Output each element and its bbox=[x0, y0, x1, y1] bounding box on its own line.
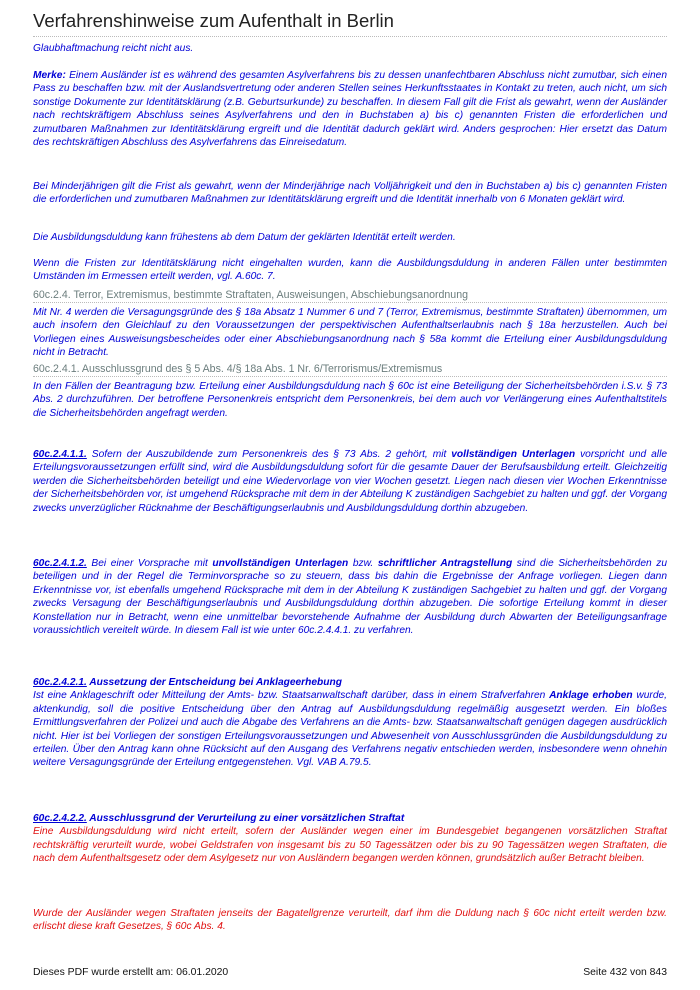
section-heading-60c-2-4: 60c.2.4. Terror, Extremismus, bestimmte Straftaten, Ausweisungen, Abschiebungsanordnung bbox=[33, 288, 667, 303]
paragraph-fristen: Wenn die Fristen zur Identitätsklärung nicht eingehalten wurden, kann die Ausbildungsduldung in anderen Fällen unter bestimmten Umständen im Ermessen erteilt werden, vgl. A.60c. 7. bbox=[33, 258, 667, 283]
paragraph-60c-2-4-1-1 bbox=[33, 448, 667, 515]
emphasis-vollstaendige-unterlagen: vollständigen Unterlagen bbox=[451, 449, 576, 460]
section-link-60c-2-4-2-2[interactable]: 60c.2.4.2.2. bbox=[33, 813, 87, 824]
paragraph-fruehestens: Die Ausbildungsduldung kann frühestens ab dem Datum der geklärten Identität erteilt werden. bbox=[33, 232, 456, 243]
paragraph-versagungsgruende: Mit Nr. 4 werden die Versagungsgründe des § 18a Absatz 1 Nummer 6 und 7 (Terror, Extremismus, bestimmte Straftaten) übernommen, um auch insofern den Gleichlauf zu den Voraussetzungen der perspektivischen Aufenthaltserlaubnis nach § 18a herzustellen. Auch bei Vorliegen eines Ausweisungsbescheides oder einer Abschiebungsanordnung nach § 58a kommt die Erteilung einer Ausbildungsduldung nicht in Betracht. bbox=[33, 307, 667, 359]
emphasis-schriftliche-antragstellung: schriftlicher Antragstellung bbox=[377, 558, 513, 569]
text-span: Ist eine Anklageschrift oder Mitteilung der Amts- bzw. Staatsanwaltschaft darüber, dass in einem Strafverfahren bbox=[33, 690, 550, 702]
page-title: Verfahrenshinweise zum Aufenthalt in Berlin bbox=[33, 10, 394, 31]
footer-page-number: Seite 432 von 843 bbox=[583, 967, 667, 978]
paragraph-60c-2-4-1-2 bbox=[33, 557, 667, 637]
emphasis-unvollstaendige-unterlagen: unvollständigen Unterlagen bbox=[212, 558, 349, 569]
paragraph-60c-2-4-2-2 bbox=[33, 812, 667, 866]
merke-text: Einem Ausländer ist es während des gesamten Asylverfahrens bis zu dessen unanfechtbaren Abschluss nicht zumutbar, sich einen Pass zu beschaffen bzw. mit der Auslandsvertretung oder anderen Stellen seines Herkunftsstaates in Kontakt zu treten, auch nicht, um sich sonstige Dokumente zur Identitätsklärung (z.B. Geburtsurkunde) zu beschaffen. In diesem Fall gilt die Frist als gewahrt, wenn der Ausländer nach rechtskräftigem Abschluss seines Asylverfahrens und den in Buchstaben a) bis c) genannten Fristen die erforderlichen und zumutbaren Maßnahmen zur Identitätsklärung ergreift und die Identität dadurch geklärt wird. Anders gesprochen: Hier ersetzt das Datum des rechtskräftigen Abschluss des Asylverfahrens das Einreisedatum. bbox=[33, 70, 667, 149]
text-span: vorspricht und alle Erteilungsvoraussetzungen erfüllt sind, wird die Ausbildungsduldung sofort für die gesamte Dauer der Berufsausbildung erteilt. Gleichzeitig werden die Sicherheitsbehörden beteiligt und eine Wiedervorlage von vier Wochen gesetzt. Liegen nach diesen vier Wochen Erkenntnisse der Sicherheitsbehörden vor, ist umgehend Rücksprache mit dem in der Abteilung K zuständigen Sachgebiet zu halten und ggf. der Vorgang zwecks unverzüglicher Rücknahme der Beschäftigungserlaubnis und Ausbildungsduldung dorthin abzugeben. bbox=[33, 449, 668, 514]
text-span: Bei einer Vorsprache mit bbox=[86, 558, 213, 569]
text-span: . bbox=[368, 757, 372, 769]
footer-created-date: Dieses PDF wurde erstellt am: 06.01.2020 bbox=[33, 967, 229, 978]
merke-label: Merke: bbox=[33, 70, 66, 81]
paragraph-minderjaehrige: Bei Minderjährigen gilt die Frist als gewahrt, wenn der Minderjährige nach Volljährigkeit und den in Buchstaben a) bis c) genannten Fristen die erforderlichen und zumutbaren Maßnahmen zur Identitätsklärung ergreift und die Identität innerhalb von 6 Monaten geklärt wird. bbox=[33, 181, 667, 206]
text-span: sind die Sicherheitsbehörden zu beteiligen und in der Regel die Terminvorsprache so zu steuern, dass bis dahin die Ergebnisse der Anfrage vorliegen. Liegen dann Erkenntnisse vor, ist ebenfalls umgehend Rücksprache mit dem in der Abteilung K zuständigen Sachgebiet zu halten und ggf. der Vorgang zwecks Versagung der Beschäftigungserlaubnis und Ausbildungsduldung dorthin abzugeben. Die sofortige Erteilung kommt in dieser Konstellation nur in Betracht, wenn eine unmittelbar bevorstehende Aufnahme der Ausbildung durch Abwarten der Beteiligungsanfrage voraussichtlich vereitelt würde. In diesem Fall ist wie unter 60c.2.4.4.1. zu verfahren. bbox=[33, 558, 667, 637]
text-verurteilung: Eine Ausbildungsduldung wird nicht erteilt, sofern der Ausländer wegen einer im Bundesgebiet begangenen vorsätzlichen Straftat rechtskräftig verurteilt wurde, wobei Geldstrafen von insgesamt bis zu 50 Tagessätzen oder bis zu 90 Tagessätzen wegen Straftaten, die nach dem Aufenthaltsgesetz oder dem Asylgesetz nur von Ausländern begangen werden können, grundsätzlich außer Betracht bleiben. bbox=[33, 826, 667, 865]
text-span: Sofern der Auszubildende zum Personenkreis des § 73 Abs. 2 gehört, mit bbox=[86, 449, 452, 460]
reference-vab[interactable]: A.79.5 bbox=[339, 757, 369, 769]
paragraph-sicherheitsbehoerden: In den Fällen der Beantragung bzw. Erteilung einer Ausbildungsduldung nach § 60c ist eine Beteiligung der Sicherheitsbehörden i.S.v. § 73 Abs. 2 durchzuführen. Der betroffene Personenkreis entspricht dem Personenkreis, bei dem auch vor Verlängerung eines Aufenthaltstitels die Sicherheitsbehörden angefragt werden. bbox=[33, 381, 667, 419]
section-link-60c-2-4-1-1[interactable]: 60c.2.4.1.1. bbox=[33, 449, 87, 460]
emphasis-anklage-erhoben: Anklage erhoben bbox=[549, 690, 633, 702]
paragraph-bagatellgrenze: Wurde der Ausländer wegen Straftaten jenseits der Bagatellgrenze verurteilt, darf ihm die Duldung nach § 60c nicht erteilt werden bzw. erlischt diese kraft Gesetzes, § 60c Abs. 4. bbox=[33, 908, 667, 933]
title-divider bbox=[33, 36, 667, 37]
section-title-anklageerhebung: Aussetzung der Entscheidung bei Anklageerhebung bbox=[86, 677, 342, 688]
section-link-60c-2-4-2-1[interactable]: 60c.2.4.2.1. bbox=[33, 677, 87, 688]
paragraph-merke bbox=[33, 69, 667, 149]
text-span: bzw. bbox=[348, 558, 378, 569]
section-heading-60c-2-4-1: 60c.2.4.1. Ausschlussgrund des § 5 Abs. 4/§ 18a Abs. 1 Nr. 6/Terrorismus/Extremismus bbox=[33, 362, 667, 377]
paragraph-glaubhaftmachung: Glaubhaftmachung reicht nicht aus. bbox=[33, 43, 194, 54]
section-link-60c-2-4-1-2[interactable]: 60c.2.4.1.2. bbox=[33, 558, 87, 569]
text-span: wurde, aktenkundig, soll die positive Entscheidung über den Antrag auf Ausbildungsduldung regelmäßig ausgesetzt werden. Ein bloßes Ermittlungsverfahren der Polizei und auch die Abgabe des Verfahrens an die Amts- bzw. Staatsanwaltschaft genügen dagegen ausdrücklich nicht. Hier ist bei Vorliegen der sonstigen Erteilungsvoraussetzungen und Abwesenheit von Ausschlussgründen die Ausbildungsduldung zu erteilen. Über den Antrag kann ohne Rücksicht auf den Ausgang des Verfahrens negativ entschieden werden, insbesondere wenn ohnehin weitere Versagungsgründe der Erteilung entgegenstehen. Vgl. VAB bbox=[33, 690, 667, 769]
section-title-verurteilung: Ausschlussgrund der Verurteilung zu einer vorsätzlichen Straftat bbox=[86, 813, 405, 824]
paragraph-60c-2-4-2-1 bbox=[33, 676, 667, 770]
